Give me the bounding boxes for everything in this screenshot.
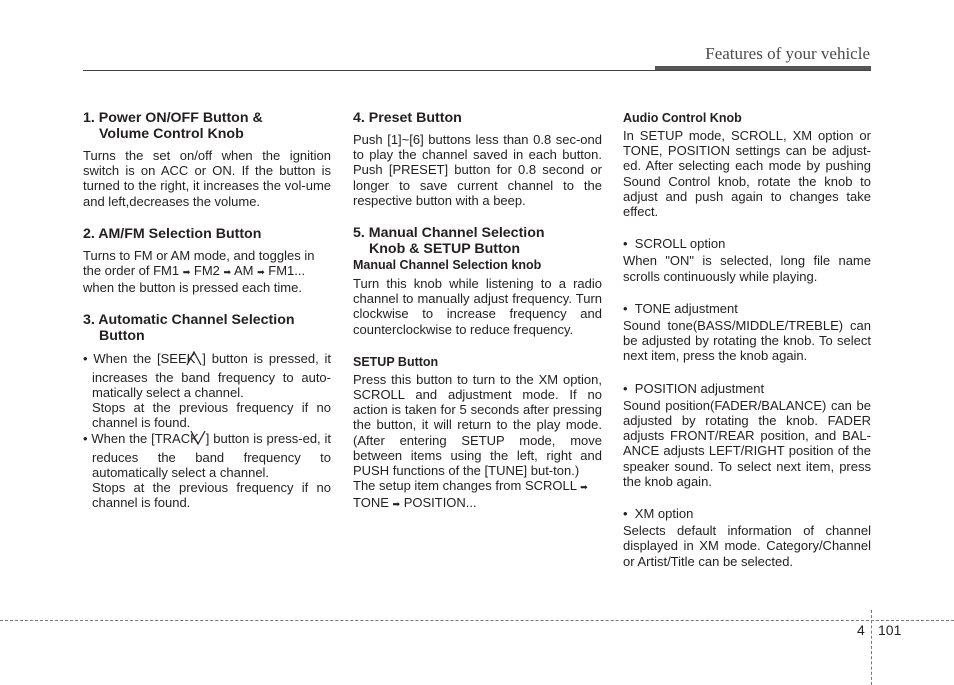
header-rule [83,70,871,71]
track-bullet: • When the [TRACK ] button is press-ed, it reduces the band frequency to automatically select a channel. [83,431,331,480]
setup-button-text: Press this button to turn to the XM option, SCROLL and adjustment mode. If no action is taken for 5 seconds after pressing the button, it will return to the play mode.(After entering SETUP mode, move between items using the left, right and PUSH functions of the [TUNE] but-ton.) [353,371,602,479]
position-adjustment-text: Sound position(FADER/BALANCE) can be adjusted by rotating the knob. FADER adjusts FRONT/REAR position, and BAL-ANCE adjusts LEFT/RIGHT position of the speaker sound. To select next item, press the knob again. [623,397,871,489]
page-number: 101 [878,622,902,638]
position-adjustment-bullet: • POSITION adjustment [623,380,765,396]
seek-bullet: • When the [SEEK ] button is pressed, it increases the band frequency to auto-matically select a channel. [83,351,331,400]
setup-sequence-text: The setup item changes from SCROLL ➡ TONE ➡ POSITION... [353,478,588,511]
arrow-right-icon: ➡ [257,267,265,278]
audio-knob-subheading: Audio Control Knob [623,111,742,125]
seek-bullet-note: Stops at the previous frequency if no channel is found. [92,400,331,431]
section-2-heading: 2. AM/FM Selection Button [83,225,262,242]
track-down-icon [199,430,206,449]
section-4-heading: 4. Preset Button [353,110,462,126]
arrow-right-icon: ➡ [392,499,401,510]
section-5-heading: 5. Manual Channel Selection Knob & SETUP Button [353,225,545,258]
xm-option-text: Selects default information of channel displayed in XM mode. Category/Channel or Artist/Title can be selected. [623,523,871,569]
manual-knob-subheading: Manual Channel Selection knob [353,258,542,273]
column-2 [353,110,602,513]
section-1-heading: 1. Power ON/OFF Button & Volume Control Knob [83,110,263,142]
section-3-heading: 3. Automatic Channel Selection Button [83,312,295,345]
section-4-text: Push [1]~[6] buttons less than 0.8 sec-ond to play the channel saved in each button. Push [PRESET] button for 0.8 second or longer to save current channel to the respective button with a beep. [353,132,602,208]
xm-option-bullet: • XM option [623,506,694,522]
page-header-title: Features of your vehicle [705,44,870,63]
scroll-option-bullet: • SCROLL option [623,236,726,252]
footer-dashed-rule [0,620,954,621]
section-2-text: Turns to FM or AM mode, and toggles in the order of FM1 ➡ FM2 ➡ AM ➡ FM1... when the button is pressed each time. [83,247,315,296]
setup-button-subheading: SETUP Button [353,354,439,369]
arrow-right-icon: ➡ [182,267,191,278]
section-1-text: Turns the set on/off when the ignition switch is on ACC or ON. If the button is turned to the right, it increases the vol-ume and left,decreases the volume. [83,148,331,209]
column-3 [623,110,871,569]
tone-adjustment-text: Sound tone(BASS/MIDDLE/TREBLE) can be adjusted by rotating the knob. To select next item, press the knob again. [623,318,871,364]
arrow-right-icon: ➡ [223,267,232,278]
chapter-number: 4 [857,622,865,638]
track-bullet-note: Stops at the previous frequency if no channel is found. [92,480,331,511]
manual-knob-text: Turn this knob while listening to a radio channel to manually adjust frequency. Turn clockwise to increase frequency and counterclockwise to reduce frequency. [353,276,602,337]
column-1 [83,110,331,510]
page-number-separator [871,610,872,685]
arrow-right-icon: ➡ [580,482,588,493]
scroll-option-text: When "ON" is selected, long file name scrolls continuously while playing. [623,253,871,284]
audio-knob-intro: In SETUP mode, SCROLL, XM option or TONE, POSITION settings can be adjust-ed. After selecting each mode by pushing Sound Control knob, rotate the knob to adjust and push again to changes take effect. [623,128,871,220]
tone-adjustment-bullet: • TONE adjustment [623,300,738,316]
